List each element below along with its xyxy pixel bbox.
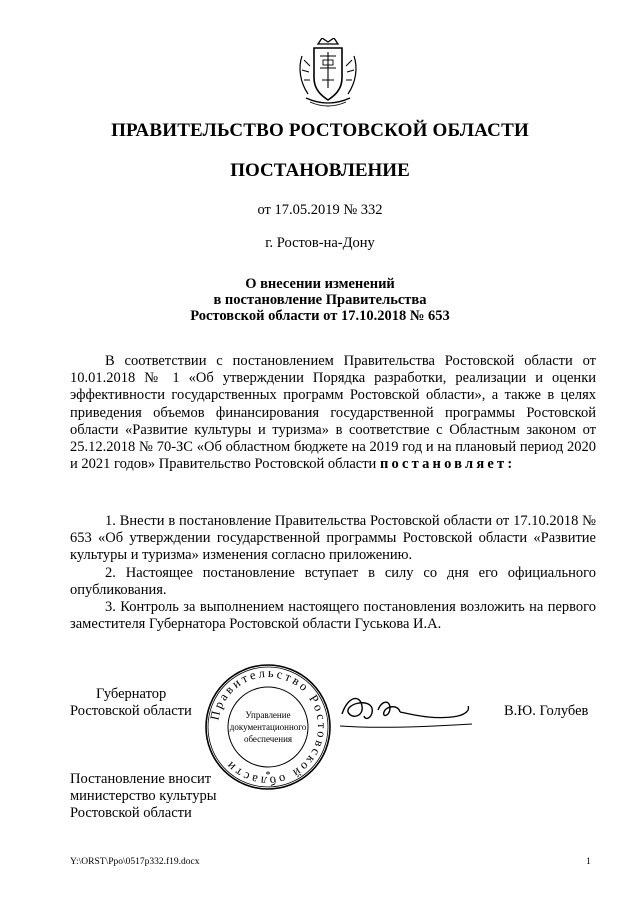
preamble-paragraph [70,353,596,473]
seal-center-line-3: обеспечения [243,734,293,744]
official-seal [203,662,333,792]
submitted-by-line-1: Постановление вносит [70,771,212,787]
coat-of-arms-emblem [296,38,360,108]
seal-center-line-2: документационного [229,722,307,732]
subject-line-3: Ростовской области от 17.10.2018 № 653 [190,308,450,324]
subject-line-2: в постановление Правительства [213,292,427,308]
city: г. Ростов-на-Дону [265,235,375,251]
seal-star-icon: * [265,770,271,781]
signatory-title-line-1: Губернатор [96,686,167,702]
item-1: 1. Внести в постановление Правительства Ростовской области от 17.10.2018 № 653 «Об утверждении государственной программы Ростовской области «Развитие культуры и туризма» изменения согласно приложению. [70,513,596,564]
signatory-title [70,686,192,720]
preamble-block [70,353,596,473]
signatory-name: В.Ю. Голубев [504,703,589,719]
handwritten-signature [338,686,474,732]
submitted-by-line-2: министерство культуры [70,788,217,804]
document-type: ПОСТАНОВЛЕНИЕ [230,160,410,181]
preamble-text: В соответствии с постановлением Правительства Ростовской области от 10.01.2018 № 1 «Об утверждении Порядка разработки, реализации и оценки эффективности государственных программ Ростовской области», а также в целях приведения объемов финансирования государственной программы Ростовской области «Развитие культуры и туризма» в соответствие с Областным законом от 25.12.2018 № 70-ЗС «Об областном бюджете на 2019 год и на плановый период 2020 и 2021 годов» Правительство Ростовской области [70,353,596,473]
item-2: 2. Настоящее постановление вступает в силу со дня его официального опубликования. [70,564,596,598]
file-path: Y:\ORST\Ppo\0517p332.f19.docx [70,857,200,867]
document-subject [0,276,640,324]
page-number: 1 [586,857,591,867]
subject-line-1: О внесении изменений [245,276,395,292]
resolves-word: постановляет: [379,456,516,473]
items-block [70,513,596,633]
government-title: ПРАВИТЕЛЬСТВО РОСТОВСКОЙ ОБЛАСТИ [111,120,529,141]
seal-center-line-1: Управление [245,710,291,720]
submitted-by [70,771,216,822]
signatory-title-line-2: Ростовской области [70,703,192,719]
item-3: 3. Контроль за выполнением настоящего постановления возложить на первого заместителя Губернатора Ростовской области Гуськова И.А. [70,599,596,633]
seal-ring-text: Правительство Ростовской области [207,665,330,789]
submitted-by-line-3: Ростовской области [70,805,192,821]
date-number: от 17.05.2019 № 332 [257,202,383,218]
